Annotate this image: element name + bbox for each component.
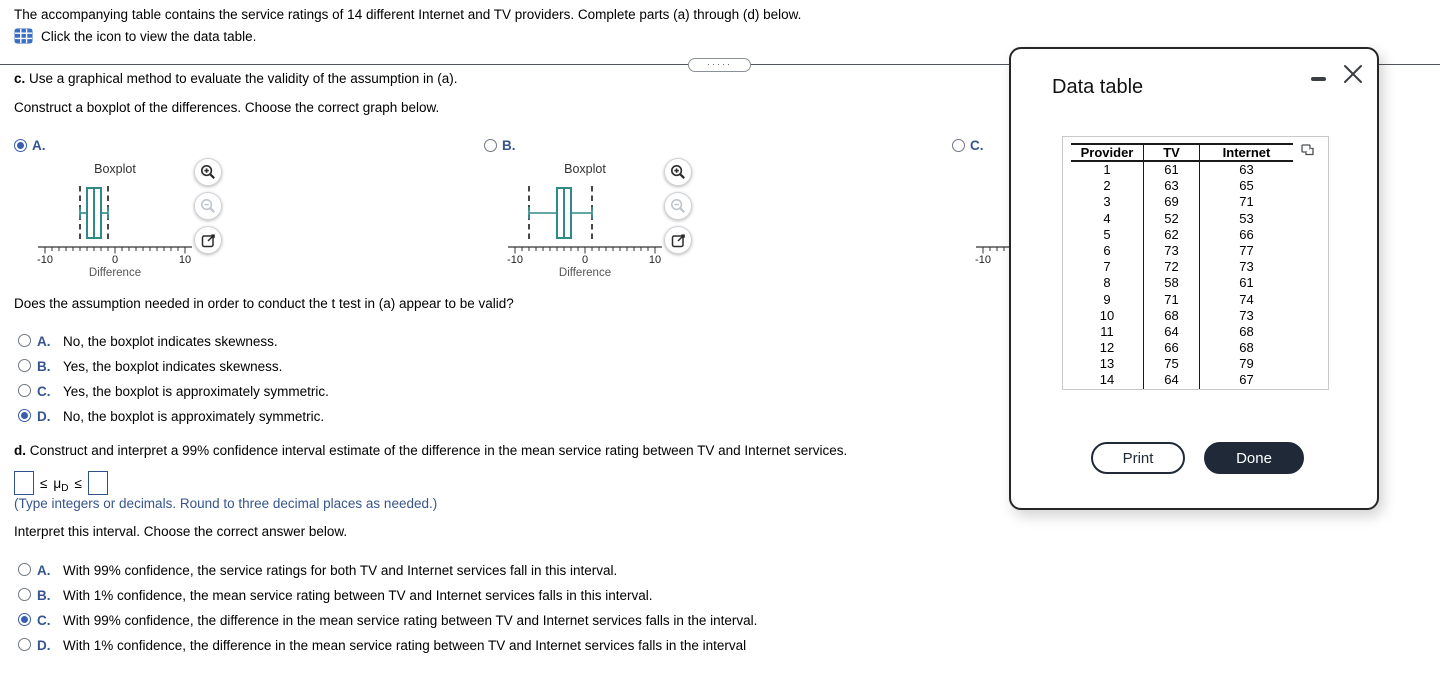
data-table-dialog — [1009, 47, 1379, 510]
svg-text:10: 10 — [178, 254, 192, 266]
svg-text:Difference: Difference — [558, 267, 612, 279]
answer-option[interactable] — [18, 638, 757, 653]
answer-option[interactable] — [18, 359, 329, 374]
svg-text:-10: -10 — [975, 254, 991, 266]
part-d-prompt: d. Construct and interpret a 99% confidence interval estimate of the difference in the mean service rating between TV and Internet services. — [14, 443, 848, 458]
option-letter: D. — [37, 409, 51, 424]
leq-symbol: ≤ — [40, 475, 48, 491]
option-text: No, the boxplot indicates skewness. — [63, 334, 278, 349]
table-row — [1071, 194, 1293, 210]
leq-symbol: ≤ — [74, 475, 82, 491]
mu-d-symbol: $\mu_D$ — [53, 475, 69, 494]
option-letter: C. — [37, 613, 51, 628]
table-cell: 14 — [1099, 372, 1115, 388]
column-header: Internet — [1199, 145, 1293, 160]
table-cell: 2 — [1103, 178, 1111, 194]
table-cell: 6 — [1103, 242, 1111, 258]
table-cell: 13 — [1099, 356, 1115, 372]
table-cell: 64 — [1143, 372, 1199, 388]
dialog-title: Data table — [1052, 76, 1144, 98]
graph-option-c-letter: C. — [970, 138, 984, 153]
table-row — [1071, 372, 1293, 388]
rounding-hint: (Type integers or decimals. Round to three decimal places as needed.) — [14, 496, 438, 511]
radio-button[interactable] — [18, 563, 31, 576]
table-cell: 73 — [1199, 259, 1293, 275]
table-row — [1071, 324, 1293, 340]
column-header: TV — [1143, 145, 1199, 160]
table-cell: 3 — [1103, 194, 1111, 210]
data-table — [1071, 143, 1293, 389]
table-row — [1071, 356, 1293, 372]
option-letter: B. — [37, 588, 51, 603]
table-cell: 68 — [1143, 308, 1199, 324]
table-cell: 61 — [1199, 275, 1293, 291]
table-cell: 5 — [1103, 226, 1111, 242]
table-header-row — [1071, 143, 1293, 162]
table-row — [1071, 243, 1293, 259]
zoom-out-button[interactable] — [664, 192, 692, 220]
table-cell: 73 — [1143, 243, 1199, 259]
pop-out-button[interactable] — [194, 226, 222, 254]
table-cell: 74 — [1199, 292, 1293, 308]
option-letter: A. — [37, 334, 51, 349]
interval-upper-input[interactable] — [88, 471, 108, 495]
table-cell: 58 — [1143, 275, 1199, 291]
svg-text:Difference: Difference — [88, 267, 142, 279]
option-letter: A. — [37, 563, 51, 578]
table-cell: 10 — [1099, 307, 1115, 323]
table-cell: 69 — [1143, 194, 1199, 210]
answer-option[interactable] — [18, 613, 757, 628]
table-row — [1071, 308, 1293, 324]
radio-graph-b[interactable] — [484, 139, 497, 152]
table-cell: 9 — [1103, 291, 1111, 307]
part-c-prompt: c. Use a graphical method to evaluate the validity of the assumption in (a). — [14, 71, 458, 86]
radio-button[interactable] — [18, 638, 31, 651]
answer-option[interactable] — [18, 563, 757, 578]
zoom-in-button[interactable] — [664, 158, 692, 186]
validity-options — [18, 334, 329, 434]
table-row — [1071, 178, 1293, 194]
table-cell: 62 — [1143, 227, 1199, 243]
radio-graph-c[interactable] — [952, 139, 965, 152]
svg-text:Boxplot: Boxplot — [94, 162, 136, 176]
zoom-out-button[interactable] — [194, 192, 222, 220]
radio-button[interactable] — [18, 409, 31, 422]
part-c-label: c. — [14, 71, 26, 86]
table-cell: 79 — [1199, 356, 1293, 372]
option-letter: B. — [37, 359, 51, 374]
table-row — [1071, 162, 1293, 178]
zoom-in-button[interactable] — [194, 158, 222, 186]
confidence-interval-inputs — [14, 470, 108, 496]
print-button[interactable]: Print — [1091, 442, 1185, 474]
option-text: With 99% confidence, the difference in the mean service rating between TV and Internet services falls in the interval. — [63, 613, 758, 628]
table-cell: 12 — [1099, 340, 1115, 356]
intro-text: The accompanying table contains the service ratings of 14 different Internet and TV providers. Complete parts (a) through (d) below. — [14, 7, 802, 22]
table-cell: 67 — [1199, 372, 1293, 388]
copy-icon[interactable] — [1301, 144, 1314, 159]
construct-instruction: Construct a boxplot of the differences. Choose the correct graph below. — [14, 100, 440, 115]
svg-text:-10: -10 — [37, 254, 53, 266]
table-cell: 77 — [1199, 243, 1293, 259]
interpret-options — [18, 563, 757, 663]
table-cell: 68 — [1199, 340, 1293, 356]
answer-option[interactable] — [18, 409, 329, 424]
table-row — [1071, 275, 1293, 291]
table-row — [1071, 340, 1293, 356]
boxplot-chart-a — [38, 160, 208, 278]
interpret-question: Interpret this interval. Choose the correct answer below. — [14, 524, 348, 539]
answer-option[interactable] — [18, 334, 329, 349]
radio-button[interactable] — [18, 613, 31, 626]
part-d-label: d. — [14, 443, 26, 458]
graph-option-b-letter: B. — [502, 138, 516, 153]
table-cell: 4 — [1103, 210, 1111, 226]
close-icon[interactable] — [1341, 62, 1365, 86]
option-text: With 99% confidence, the service ratings for both TV and Internet services fall in this interval. — [63, 563, 618, 578]
table-cell: 11 — [1100, 323, 1114, 339]
graph-option-b[interactable] — [484, 138, 724, 278]
radio-button[interactable] — [18, 384, 31, 397]
table-cell: 72 — [1143, 259, 1199, 275]
radio-button[interactable] — [18, 359, 31, 372]
graph-option-a-letter: A. — [32, 138, 46, 153]
table-cell: 64 — [1143, 324, 1199, 340]
answer-option[interactable] — [18, 588, 757, 603]
option-text: With 1% confidence, the difference in the mean service rating between TV and Internet services falls in the interval — [63, 638, 747, 653]
icon-hint-text: Click the icon to view the data table. — [41, 28, 257, 44]
radio-button[interactable] — [18, 334, 31, 347]
table-cell: 1 — [1103, 162, 1111, 177]
table-row — [1071, 211, 1293, 227]
boxplot-chart-b — [508, 160, 678, 278]
table-cell: 75 — [1143, 356, 1199, 372]
table-row — [1071, 292, 1293, 308]
option-text: Yes, the boxplot is approximately symmetric. — [63, 384, 329, 399]
radio-graph-a[interactable] — [14, 139, 27, 152]
option-letter: D. — [37, 638, 51, 653]
svg-text:Boxplot: Boxplot — [564, 162, 606, 176]
table-row — [1071, 259, 1293, 275]
divider-handle[interactable]: ····· — [688, 58, 751, 72]
table-cell: 7 — [1103, 259, 1111, 275]
option-letter: C. — [37, 384, 51, 399]
graph-option-a[interactable] — [14, 138, 254, 278]
svg-text:10: 10 — [648, 254, 662, 266]
table-cell: 71 — [1199, 194, 1293, 210]
data-table-panel — [1062, 136, 1329, 390]
table-cell: 66 — [1199, 227, 1293, 243]
table-cell: 65 — [1199, 178, 1293, 194]
column-header: Provider — [1080, 145, 1134, 160]
table-cell: 73 — [1199, 308, 1293, 324]
svg-text:-10: -10 — [507, 254, 523, 266]
done-button[interactable]: Done — [1204, 442, 1304, 474]
table-cell: 53 — [1199, 211, 1293, 227]
option-text: With 1% confidence, the mean service rating between TV and Internet services falls in this interval. — [63, 588, 653, 603]
table-cell: 66 — [1143, 340, 1199, 356]
interval-lower-input[interactable] — [14, 471, 34, 495]
pop-out-button[interactable] — [664, 226, 692, 254]
table-cell: 63 — [1199, 162, 1293, 178]
table-cell: 63 — [1143, 178, 1199, 194]
table-cell: 8 — [1103, 275, 1111, 291]
table-cell: 68 — [1199, 324, 1293, 340]
radio-button[interactable] — [18, 588, 31, 601]
table-cell: 52 — [1143, 211, 1199, 227]
minimize-icon[interactable] — [1311, 71, 1331, 87]
data-table-icon[interactable] — [14, 28, 33, 44]
table-row — [1071, 227, 1293, 243]
svg-text:0: 0 — [111, 254, 119, 266]
validity-question: Does the assumption needed in order to conduct the t test in (a) appear to be valid? — [14, 296, 514, 311]
answer-option[interactable] — [18, 384, 329, 399]
table-cell: 71 — [1143, 292, 1199, 308]
svg-text:0: 0 — [581, 254, 589, 266]
option-text: Yes, the boxplot indicates skewness. — [63, 359, 283, 374]
option-text: No, the boxplot is approximately symmetric. — [63, 409, 325, 424]
table-cell: 61 — [1143, 162, 1199, 178]
